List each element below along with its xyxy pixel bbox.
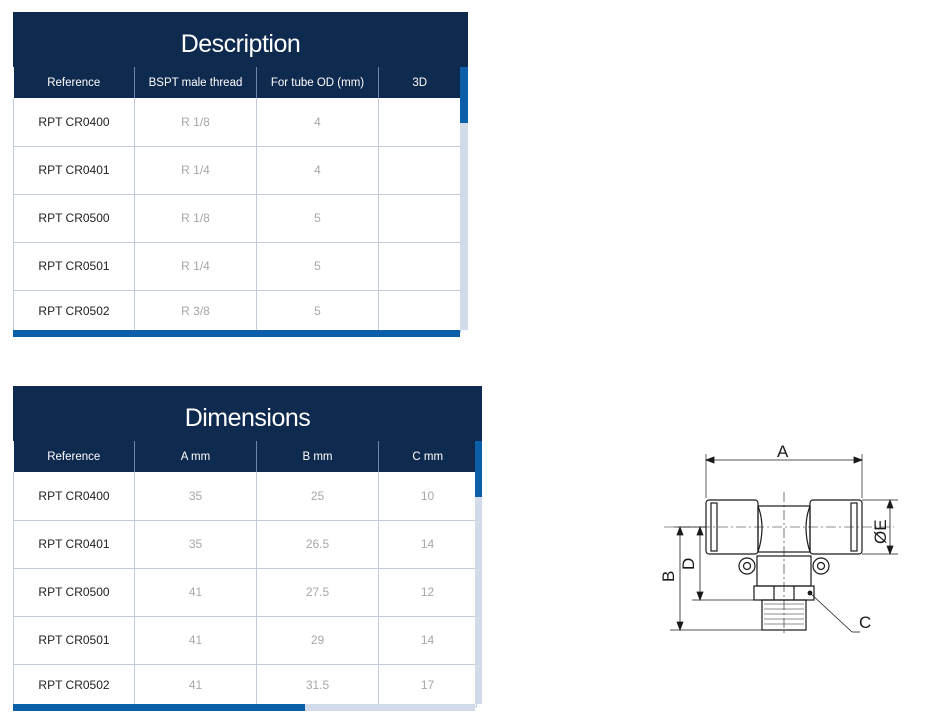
table-row (14, 520, 477, 568)
a-mm-cell: 41 (135, 616, 257, 664)
reference-cell: RPT CR0501 (14, 616, 135, 664)
table-header-row (14, 67, 461, 98)
table-row (14, 290, 461, 332)
tube-od-cell: 4 (257, 98, 379, 146)
b-mm-cell: 31.5 (257, 664, 379, 706)
reference-cell: RPT CR0502 (14, 290, 135, 332)
table-row (14, 194, 461, 242)
reference-cell: RPT CR0501 (14, 242, 135, 290)
3d-cell[interactable] (379, 194, 461, 242)
thread-cell: R 1/8 (135, 194, 257, 242)
dimension-label-e: ØE (871, 519, 890, 544)
dimensions-table (13, 441, 477, 707)
b-mm-cell: 25 (257, 472, 379, 520)
col-header-reference: Reference (14, 441, 135, 472)
reference-cell: RPT CR0500 (14, 568, 135, 616)
dimensions-vertical-scrollbar[interactable] (475, 441, 482, 704)
description-vertical-scrollbar[interactable] (460, 67, 468, 330)
col-header-b-mm: B mm (257, 441, 379, 472)
table-header-row (14, 441, 477, 472)
dimension-label-c: C (859, 613, 872, 632)
3d-cell[interactable] (379, 146, 461, 194)
table-row (14, 146, 461, 194)
3d-cell[interactable] (379, 242, 461, 290)
a-mm-cell: 35 (135, 472, 257, 520)
a-mm-cell: 41 (135, 664, 257, 706)
3d-cell[interactable] (379, 290, 461, 332)
b-mm-cell: 27.5 (257, 568, 379, 616)
c-mm-cell: 14 (379, 616, 477, 664)
dimensions-scroll-thumb[interactable] (475, 441, 482, 497)
tube-od-cell: 5 (257, 290, 379, 332)
c-mm-cell: 17 (379, 664, 477, 706)
reference-cell: RPT CR0400 (14, 472, 135, 520)
a-mm-cell: 35 (135, 520, 257, 568)
dimension-label-a: A (777, 442, 789, 461)
dimensions-title: Dimensions (13, 386, 482, 441)
table-row (14, 568, 477, 616)
tube-od-cell: 4 (257, 146, 379, 194)
reference-cell: RPT CR0500 (14, 194, 135, 242)
reference-cell: RPT CR0401 (14, 520, 135, 568)
table-row (14, 616, 477, 664)
reference-cell: RPT CR0502 (14, 664, 135, 706)
description-title: Description (13, 12, 468, 67)
c-mm-cell: 14 (379, 520, 477, 568)
description-table (13, 67, 461, 333)
tube-od-cell: 5 (257, 194, 379, 242)
description-horizontal-scrollbar[interactable] (13, 330, 460, 337)
b-mm-cell: 26.5 (257, 520, 379, 568)
reference-cell: RPT CR0401 (14, 146, 135, 194)
col-header-a-mm: A mm (135, 441, 257, 472)
3d-cell[interactable] (379, 98, 461, 146)
description-scroll-thumb[interactable] (460, 67, 468, 123)
description-panel (13, 12, 468, 333)
thread-cell: R 1/4 (135, 146, 257, 194)
c-mm-cell: 10 (379, 472, 477, 520)
col-header-tube-od: For tube OD (mm) (257, 67, 379, 98)
thread-cell: R 1/8 (135, 98, 257, 146)
table-row (14, 242, 461, 290)
thread-cell: R 3/8 (135, 290, 257, 332)
thread-cell: R 1/4 (135, 242, 257, 290)
col-header-c-mm: C mm (379, 441, 477, 472)
dimensions-panel (13, 386, 482, 707)
table-row (14, 664, 477, 706)
a-mm-cell: 41 (135, 568, 257, 616)
dimension-label-b: B (659, 570, 678, 582)
fitting-drawing (650, 430, 900, 640)
col-header-3d: 3D (379, 67, 461, 98)
table-row (14, 472, 477, 520)
b-mm-cell: 29 (257, 616, 379, 664)
col-header-reference: Reference (14, 67, 135, 98)
table-row (14, 98, 461, 146)
c-mm-cell: 12 (379, 568, 477, 616)
reference-cell: RPT CR0400 (14, 98, 135, 146)
description-hscroll-thumb[interactable] (13, 330, 460, 337)
dimension-label-d: D (679, 557, 698, 570)
dimensions-horizontal-scrollbar[interactable] (13, 704, 475, 711)
col-header-thread: BSPT male thread (135, 67, 257, 98)
tube-od-cell: 5 (257, 242, 379, 290)
dimensions-hscroll-thumb[interactable] (13, 704, 305, 711)
